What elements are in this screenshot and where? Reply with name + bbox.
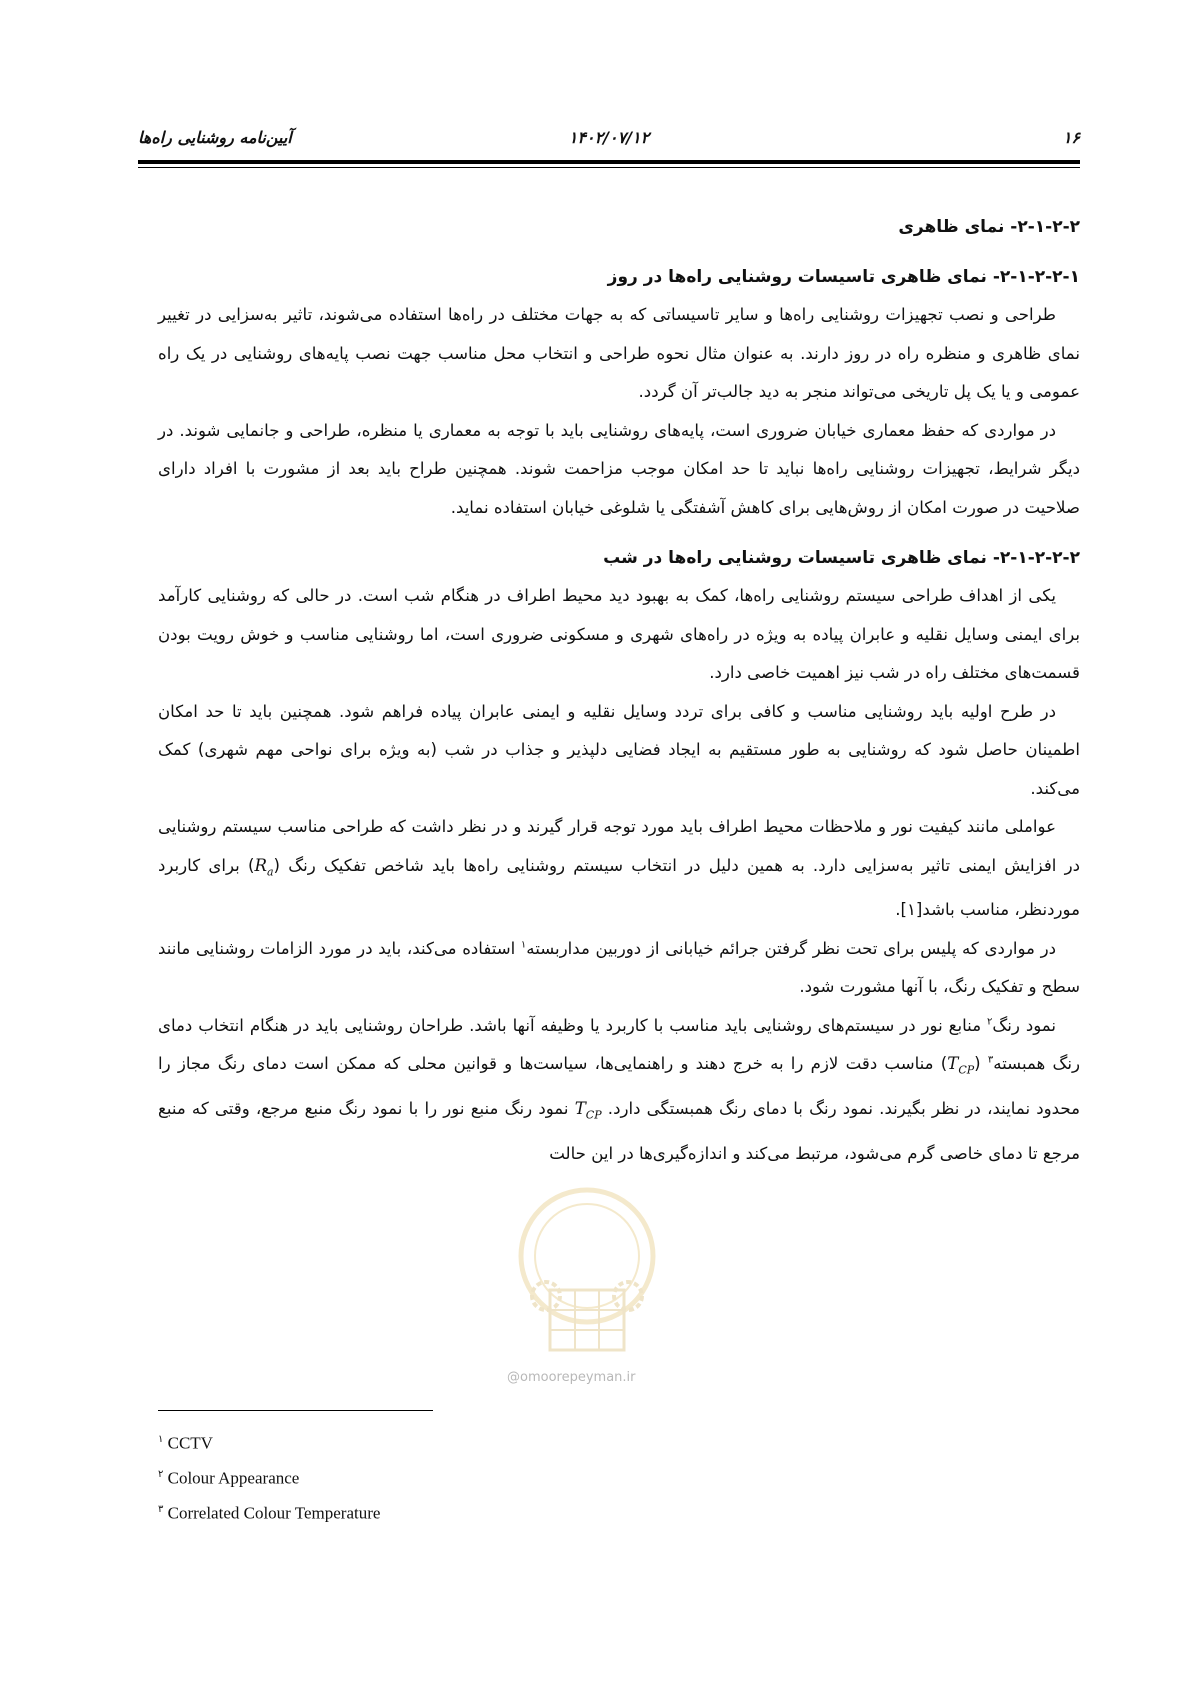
footnote <box>158 1457 380 1492</box>
gear-logo-icon <box>502 1178 672 1378</box>
footnote-ref: ۱ <box>520 939 527 951</box>
subsection-heading-night: ۲-۱-۲-۲-۲- نمای ظاهری تاسیسات روشنایی راه‌ها در شب <box>603 548 1080 568</box>
footnote-text: CCTV <box>167 1433 213 1453</box>
paragraph <box>158 1007 1080 1174</box>
math-symbol <box>947 1054 975 1077</box>
footnote <box>158 1422 380 1457</box>
text-run: ) برای کاربرد موردنظر، مناسب باشد[۱]. <box>158 855 1080 920</box>
text-run: منابع نور در سیستم‌های روشنایی باید مناسب با کاربرد یا وظیفه آنها باشد. طراحان روشنایی باید در هنگام انتخاب دمای رنگ همبسته <box>158 1015 1080 1074</box>
header-date: ۱۴۰۲/۰۷/۱۲ <box>568 128 650 147</box>
math-subscript: CP <box>585 1108 602 1122</box>
footnote-text: Correlated Colour Temperature <box>167 1503 381 1523</box>
section-heading: ۲-۱-۲-۲- نمای ظاهری <box>898 217 1080 237</box>
document-title: آیین‌نامه روشنایی راه‌ها <box>138 128 292 147</box>
math-variable: R <box>254 855 267 875</box>
paragraph: یکی از اهداف طراحی سیستم روشنایی راه‌ها، کمک به بهبود دید محیط اطراف در هنگام شب است. در حالی که روشنایی کارآمد برای ایمنی وسایل نقلیه و عابران پیاده به ویژه در راه‌های شهری و مسکونی ضروری است، اما روشنایی مناسب و خوش رویت بودن قسمت‌های مختلف راه در شب نیز اهمیت خاصی دارد. <box>158 586 1080 682</box>
math-symbol <box>254 855 274 878</box>
paragraph <box>158 930 1080 1007</box>
footnote-separator <box>158 1410 433 1411</box>
page-header <box>138 128 1080 156</box>
text-run: عواملی مانند کیفیت نور و ملاحظات محیط اطراف باید مورد توجه قرار گیرند و در نظر داشت که طراحی مناسب سیستم روشنایی در افزایش ایمنی تاثیر به‌سزایی دارد. به همین دلیل در انتخاب سیستم روشنایی راه‌ها باید شاخص تفکیک رنگ ( <box>158 817 1081 875</box>
math-subscript: a <box>266 864 274 878</box>
text-run: ( <box>974 1054 988 1074</box>
watermark-text: @omoorepeyman.ir <box>507 1370 636 1385</box>
footnote-number: ۱ <box>158 1434 164 1445</box>
text-run: نمود رنگ منبع نور را با نمود رنگ منبع مرجع، وقتی که منبع مرجع تا دمای خاصی گرم می‌شود، مرتبط می‌کند و اندازه‌گیری‌ها در این حالت <box>158 1099 1080 1163</box>
paragraph: طراحی و نصب تجهیزات روشنایی راه‌ها و سایر تاسیساتی که به جهات مختلف در راه‌ها استفاده می‌شوند، تاثیر به‌سزایی در تغییر نمای ظاهری و منظره راه در روز دارند. به عنوان مثال نحوه طراحی و انتخاب محل مناسب جهت نصب پایه‌های روشنایی در یک راه عمومی و یا یک پل تاریخی می‌تواند منجر به دید جالب‌تر آن گردد. <box>158 305 1080 401</box>
footnote-text: Colour Appearance <box>167 1468 300 1488</box>
paragraph: در طرح اولیه باید روشنایی مناسب و کافی برای تردد وسایل نقلیه و ایمنی عابران پیاده فراهم شود. همچنین باید تا حد امکان اطمینان حاصل شود که روشنایی به طور مستقیم به ایجاد فضایی دلپذیر و جذاب در شب (به ویژه برای نواحی مهم شهری) کمک می‌کند. <box>158 701 1080 798</box>
header-rule-thin <box>138 167 1080 168</box>
text-run: نمود رنگ <box>992 1015 1057 1035</box>
text-run: استفاده می‌کند، باید در مورد الزامات روشنایی مانند سطح و تفکیک رنگ، با آنها مشورت شود. <box>158 938 1080 997</box>
math-variable: T <box>574 1099 586 1119</box>
text-run: در مواردی که پلیس برای تحت نظر گرفتن جرائم خیابانی از دوربین مداربسته <box>526 938 1056 958</box>
footnote-number: ۳ <box>158 1504 164 1515</box>
footnote-number: ۲ <box>158 1469 164 1480</box>
text-run: ) مناسب دقت لازم را به خرج دهند و راهنمایی‌ها، سیاست‌ها و قوانین محلی که ممکن است دمای رنگ مجاز را محدود نمایند، در نظر بگیرند. نمود رنگ با دمای رنگ همبستگی دارد. <box>158 1054 1080 1119</box>
footnote <box>158 1492 380 1527</box>
document-body <box>158 212 1080 1173</box>
footnote-ref: ۳ <box>987 1054 994 1066</box>
header-rule-thick <box>138 160 1080 164</box>
math-variable: T <box>947 1054 959 1074</box>
math-subscript: CP <box>958 1063 975 1077</box>
math-symbol <box>574 1099 602 1122</box>
paragraph: در مواردی که حفظ معماری خیابان ضروری است، پایه‌های روشنایی باید با توجه به معماری یا منظره، طراحی و جانمایی شوند. در دیگر شرایط، تجهیزات روشنایی راه‌ها نباید تا حد امکان موجب مزاحمت شوند. همچنین طراح باید بعد از مشورت با افراد دارای صلاحیت در صورت امکان از روش‌هایی برای کاهش آشفتگی یا شلوغی خیابان استفاده نماید. <box>158 420 1080 517</box>
footnote-ref: ۲ <box>987 1016 993 1028</box>
footnotes <box>158 1422 380 1527</box>
subsection-heading-day: ۲-۱-۲-۲-۱- نمای ظاهری تاسیسات روشنایی راه‌ها در روز <box>607 267 1080 287</box>
page-number: ۱۶ <box>1062 128 1080 147</box>
paragraph <box>158 808 1080 930</box>
